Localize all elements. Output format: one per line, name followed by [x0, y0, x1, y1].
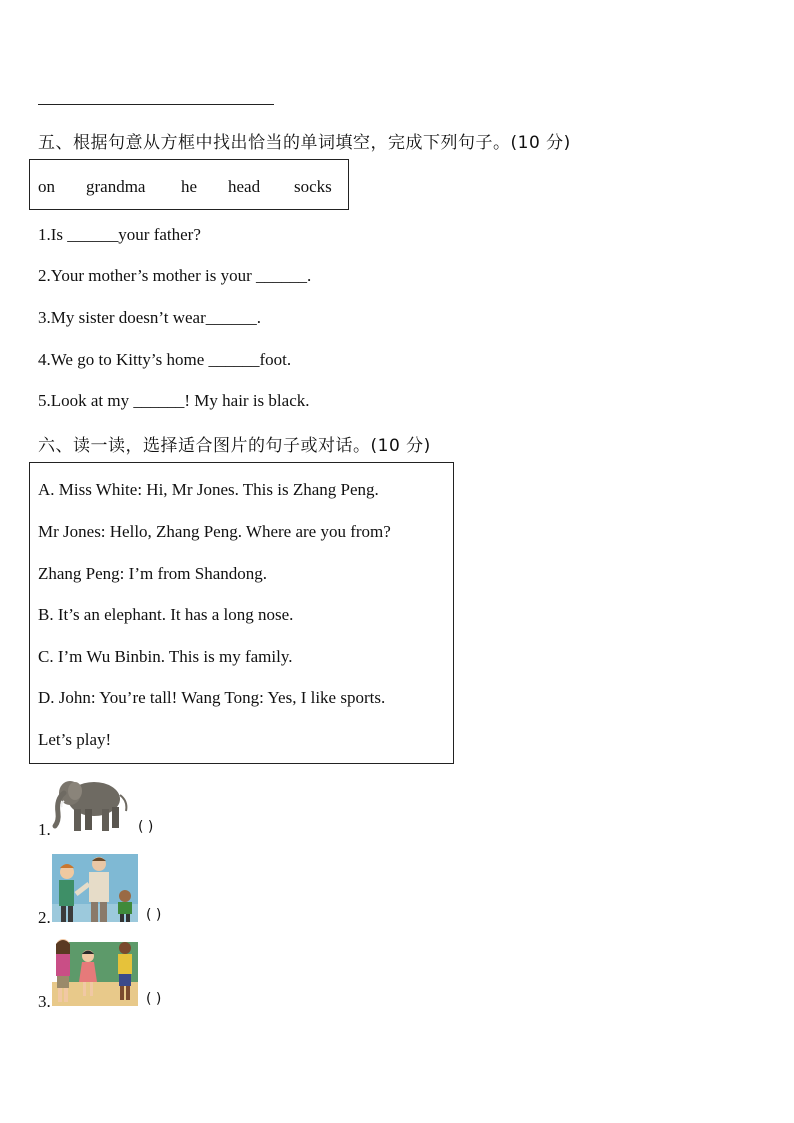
word-bank-word: grandma — [86, 177, 146, 196]
elephant-image — [50, 771, 132, 835]
sentence-3: 3.My sister doesn’t wear______. — [38, 308, 262, 327]
sentence-1: 1.Is ______your father? — [38, 225, 201, 244]
sentence-4: 4.We go to Kitty’s home ______foot. — [38, 350, 292, 369]
section5-title: 五、根据句意从方框中找出恰当的单词填空，完成下列句子。(10 分) — [38, 133, 571, 153]
option-c: C. I’m Wu Binbin. This is my family. — [38, 647, 293, 666]
section6-title: 六、读一读，选择适合图片的句子或对话。(10 分) — [38, 436, 431, 456]
item-1-answer-blank[interactable]: ( ) — [138, 819, 154, 835]
item-2-number: 2. — [38, 908, 51, 927]
item-2-answer-blank[interactable]: ( ) — [146, 907, 162, 923]
children-scene-image — [52, 934, 138, 1006]
answer-line — [38, 104, 274, 105]
word-bank-word: socks — [294, 177, 332, 196]
item-3-answer-blank[interactable]: ( ) — [146, 991, 162, 1007]
greeting-scene-image — [52, 854, 138, 922]
option-d: D. John: You’re tall! Wang Tong: Yes, I like sports. — [38, 688, 386, 707]
word-bank-word: on — [38, 177, 55, 196]
option-a: A. Miss White: Hi, Mr Jones. This is Zhang Peng. — [38, 480, 379, 499]
sentence-5: 5.Look at my ______! My hair is black. — [38, 391, 310, 410]
item-3-number: 3. — [38, 992, 51, 1011]
option-a-line3: Zhang Peng: I’m from Shandong. — [38, 564, 267, 583]
options-box — [29, 462, 454, 764]
option-d-line2: Let’s play! — [38, 730, 112, 749]
word-bank-box — [29, 159, 349, 210]
option-b: B. It’s an elephant. It has a long nose. — [38, 605, 294, 624]
option-a-line2: Mr Jones: Hello, Zhang Peng. Where are you from? — [38, 522, 391, 541]
word-bank-word: he — [181, 177, 198, 196]
word-bank-word: head — [228, 177, 261, 196]
sentence-2: 2.Your mother’s mother is your ______. — [38, 266, 312, 285]
item-1-number: 1. — [38, 820, 51, 839]
